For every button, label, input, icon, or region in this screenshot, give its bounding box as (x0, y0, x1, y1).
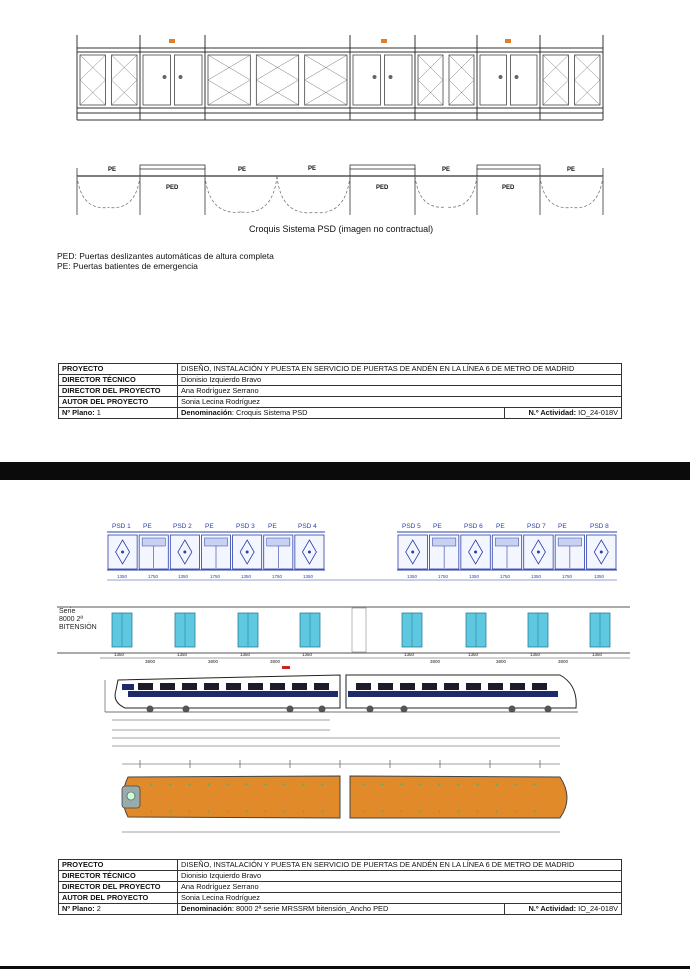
actividad-label: N.º Actividad: (528, 408, 577, 417)
psd-label-row (112, 523, 609, 530)
train-window (444, 683, 459, 690)
seat-mark: + (381, 809, 384, 815)
psd-dimension: 1750 (210, 574, 221, 579)
door-handle-icon (179, 75, 183, 79)
title-value: Ana Rodríguez Serrano (178, 386, 622, 397)
door-indicator-lamps (169, 39, 511, 43)
seat-mark: + (321, 782, 324, 788)
pe-swing-arc (205, 176, 241, 212)
seat-mark: + (264, 809, 267, 815)
title-row (59, 375, 622, 386)
door-lamp-icon (505, 39, 511, 43)
car-door-dimension: 1350 (302, 652, 313, 657)
psd-label: PE (268, 523, 277, 530)
psd-dimension: 1350 (241, 574, 252, 579)
psd-elevation (77, 35, 603, 120)
steering-icon (127, 792, 135, 800)
train-window (314, 683, 329, 690)
denominacion-cell (178, 408, 505, 419)
psd-door-mark (600, 551, 603, 554)
plan-label-pe-3: PE (308, 166, 317, 172)
legend (57, 252, 274, 271)
serie-line-3: BITENSIÓN (59, 624, 97, 631)
ped-slide-track (350, 165, 415, 169)
psd-label: PSD 5 (402, 523, 421, 530)
psd-door-mark (308, 551, 311, 554)
ped-slide-track (140, 165, 205, 169)
psd-dimension-row (107, 574, 617, 580)
train-window (270, 683, 285, 690)
psd-door-mark (537, 551, 540, 554)
train-window (466, 683, 481, 690)
seat-mark: + (169, 809, 172, 815)
pe-swing-arc (277, 176, 314, 213)
plan-label-pe-1: PE (108, 167, 117, 173)
car-door-dimension: 1350 (240, 652, 251, 657)
car-pitch-dimension: 3800 (496, 659, 507, 664)
psd-door-mark (246, 551, 249, 554)
seat-mark: + (283, 809, 286, 815)
train-window (400, 683, 415, 690)
title-row (59, 386, 622, 397)
seat-mark: + (476, 782, 479, 788)
glass-panel (305, 55, 347, 105)
title-value: Ana Rodríguez Serrano (178, 882, 622, 893)
train-window (182, 683, 197, 690)
psd-label: PE (496, 523, 505, 530)
psd-dimension: 1750 (562, 574, 573, 579)
serie-line-2: 8000 2ª (59, 616, 84, 623)
title-row (59, 871, 622, 882)
car-door-dimension: 1350 (404, 652, 415, 657)
pe-panel-header (495, 538, 518, 546)
denominacion-cell (178, 904, 505, 915)
train-window (532, 683, 547, 690)
psd-label: PSD 4 (298, 523, 317, 530)
glass-panel (543, 55, 569, 105)
title-row (59, 397, 622, 408)
plan-label-pe-4: PE (442, 167, 451, 173)
bogie-wheel (401, 706, 408, 713)
pe-swing-arc (540, 176, 572, 208)
denominacion-label: Denominación (181, 904, 232, 913)
seat-mark: + (283, 782, 286, 788)
title-key: DIRECTOR TÉCNICO (59, 871, 178, 882)
title-key: AUTOR DEL PROYECTO (59, 397, 178, 408)
seat-mark: + (495, 809, 498, 815)
seat-mark: + (362, 782, 365, 788)
seat-mark: + (438, 809, 441, 815)
pe-swing-arc (446, 176, 477, 207)
psd-label: PE (558, 523, 567, 530)
train-plan-view (122, 776, 567, 818)
door-handle-icon (163, 75, 167, 79)
seat-mark: + (419, 782, 422, 788)
title-value: DISEÑO, INSTALACIÓN Y PUESTA EN SERVICIO DE PUERTAS DE ANDÉN EN LA LÍNEA 6 DE METRO DE MADRID (178, 860, 622, 871)
ped-leaf-right (511, 55, 538, 105)
pe-panel-header (142, 538, 165, 546)
title-row (59, 904, 622, 915)
psd-label: PE (433, 523, 442, 530)
car-door-dimension: 1350 (177, 652, 188, 657)
actividad-value: IO_24-018V (578, 904, 618, 913)
seat-mark: + (533, 809, 536, 815)
legend-pe: PE: Puertas batientes de emergencia (57, 260, 198, 271)
title-block-2 (58, 859, 622, 915)
seat-mark: + (264, 782, 267, 788)
plano-value: 2 (96, 904, 101, 913)
glass-panel (256, 55, 298, 105)
plano-cell (59, 904, 178, 915)
plano-value: 1 (96, 408, 101, 417)
psd-label: PE (143, 523, 152, 530)
bogie-wheel (367, 706, 374, 713)
train-window (292, 683, 307, 690)
title-value: Sonia Lecina Rodríguez (178, 893, 622, 904)
psd-label: PSD 2 (173, 523, 192, 530)
title-key: DIRECTOR TÉCNICO (59, 375, 178, 386)
document-page-1 (0, 0, 690, 462)
car-pitch-dimension: 3800 (430, 659, 441, 664)
serie-label (59, 608, 97, 632)
door-handle-icon (389, 75, 393, 79)
glass-panel (208, 55, 250, 105)
psd-dimension: 1750 (438, 574, 449, 579)
seat-mark: + (457, 782, 460, 788)
seat-mark: + (207, 782, 210, 788)
title-value: Sonia Lecina Rodríguez (178, 397, 622, 408)
bogie-wheel (183, 706, 190, 713)
title-key: DIRECTOR DEL PROYECTO (59, 882, 178, 893)
glass-panel (418, 55, 443, 105)
actividad-label: N.º Actividad: (528, 904, 577, 913)
denominacion-value: : 8000 2ª serie MRSSRM bitensión_Ancho PED (231, 904, 389, 913)
title-key: PROYECTO (59, 860, 178, 871)
plano-label: Nº Plano: (62, 904, 95, 913)
seat-mark: + (150, 809, 153, 815)
bogie-wheel (545, 706, 552, 713)
ped-leaf-left (480, 55, 507, 105)
train-window (204, 683, 219, 690)
train-window (510, 683, 525, 690)
seat-mark: + (495, 782, 498, 788)
title-value: Dionisio Izquierdo Bravo (178, 871, 622, 882)
seat-mark: + (150, 782, 153, 788)
psd-door-mark (474, 551, 477, 554)
pe-swing-arc (572, 176, 604, 208)
plan-label-ped-3: PED (502, 185, 515, 191)
plano-cell (59, 408, 178, 419)
actividad-cell (505, 904, 622, 915)
pe-swing-arc (415, 176, 446, 207)
door-handle-icon (373, 75, 377, 79)
door-handle-icon (499, 75, 503, 79)
car-doors-row (112, 608, 610, 652)
title-row (59, 860, 622, 871)
train-window (488, 683, 503, 690)
ped-leaf-left (143, 55, 171, 105)
actividad-value: IO_24-018V (578, 408, 618, 417)
bogie-wheel (287, 706, 294, 713)
plano-label: Nº Plano: (62, 408, 95, 417)
title-key: DIRECTOR DEL PROYECTO (59, 386, 178, 397)
psd-dimension: 1750 (272, 574, 283, 579)
psd-label: PSD 8 (590, 523, 609, 530)
train-window (226, 683, 241, 690)
psd-label: PSD 6 (464, 523, 483, 530)
title-key: AUTOR DEL PROYECTO (59, 893, 178, 904)
bogie-wheel (319, 706, 326, 713)
train-side-view (105, 666, 578, 713)
seat-mark: + (419, 809, 422, 815)
car-pitch-dimension: 3800 (270, 659, 281, 664)
psd-dimension: 1750 (500, 574, 511, 579)
psd-label: PSD 7 (527, 523, 546, 530)
denominacion-value: : Croquis Sistema PSD (231, 408, 308, 417)
psd-units (107, 532, 617, 570)
seat-mark: + (245, 809, 248, 815)
seat-mark: + (226, 782, 229, 788)
seat-mark: + (302, 809, 305, 815)
door-lamp-icon (381, 39, 387, 43)
actividad-cell (505, 408, 622, 419)
glass-panel (112, 55, 138, 105)
pe-swing-arc (241, 176, 277, 212)
car-door-dimension: 1350 (114, 652, 125, 657)
title-row (59, 882, 622, 893)
title-row (59, 408, 622, 419)
seat-mark: + (400, 809, 403, 815)
glass-panel (80, 55, 106, 105)
plan-label-ped-2: PED (376, 185, 389, 191)
door-lamp-icon (169, 39, 175, 43)
door-handle-icon (515, 75, 519, 79)
serie-line-1: Serie (59, 608, 76, 615)
seat-mark: + (381, 782, 384, 788)
legend-ped: PED: Puertas deslizantes automáticas de altura completa (57, 251, 274, 261)
pe-panel-header (432, 538, 455, 546)
train-window (356, 683, 371, 690)
psd-dimension: 1350 (178, 574, 189, 579)
pe-swing-arc (314, 176, 351, 213)
pe-swing-arc (77, 176, 109, 208)
seat-mark: + (245, 782, 248, 788)
car-gangway (352, 608, 366, 652)
title-value: DISEÑO, INSTALACIÓN Y PUESTA EN SERVICIO DE PUERTAS DE ANDÉN EN LA LÍNEA 6 DE METRO DE MADRID (178, 364, 622, 375)
car-dimension-row (100, 652, 630, 664)
ped-slide-track (477, 165, 540, 169)
plan-label-pe-2: PE (238, 167, 247, 173)
pe-panel-header (267, 538, 290, 546)
train-window (138, 683, 153, 690)
train-window (248, 683, 263, 690)
psd-door-mark (183, 551, 186, 554)
plan-label-pe-5: PE (567, 167, 576, 173)
seat-mark: + (226, 809, 229, 815)
seat-mark: + (533, 782, 536, 788)
seat-mark: + (476, 809, 479, 815)
pe-swing-arc (109, 176, 141, 208)
seat-mark: + (438, 782, 441, 788)
car-door-dimension: 1350 (530, 652, 541, 657)
pe-panel-header (558, 538, 581, 546)
document-page-2 (0, 480, 690, 966)
psd-label: PSD 3 (236, 523, 255, 530)
bogie-wheel (509, 706, 516, 713)
title-block-1 (58, 363, 622, 419)
car-door-dimension: 1350 (592, 652, 603, 657)
psd-plan-view (77, 165, 603, 215)
ped-leaf-right (175, 55, 203, 105)
pe-panel-header (204, 538, 227, 546)
glass-panel (449, 55, 474, 105)
title-row (59, 364, 622, 375)
sketch-caption: Croquis Sistema PSD (imagen no contractual) (249, 224, 434, 234)
title-value: Dionisio Izquierdo Bravo (178, 375, 622, 386)
seat-mark: + (188, 782, 191, 788)
seat-mark: + (362, 809, 365, 815)
psd-dimension: 1350 (469, 574, 480, 579)
title-row (59, 893, 622, 904)
psd-dimension: 1350 (117, 574, 128, 579)
car-pitch-dimension: 3800 (558, 659, 569, 664)
seat-mark: + (514, 809, 517, 815)
psd-door-mark (121, 551, 124, 554)
psd-dimension: 1350 (303, 574, 314, 579)
seat-mark: + (207, 809, 210, 815)
psd-door-mark (411, 551, 414, 554)
seat-mark: + (321, 809, 324, 815)
seat-mark: + (400, 782, 403, 788)
train-window (422, 683, 437, 690)
ped-leaf-right (385, 55, 413, 105)
denominacion-label: Denominación (181, 408, 232, 417)
bogie-wheel (147, 706, 154, 713)
train-window (160, 683, 175, 690)
glass-panel (575, 55, 601, 105)
seat-mark: + (457, 809, 460, 815)
title-key: PROYECTO (59, 364, 178, 375)
psd-label: PSD 1 (112, 523, 131, 530)
seat-mark: + (514, 782, 517, 788)
psd-dimension: 1350 (531, 574, 542, 579)
train-window (378, 683, 393, 690)
psd-dimension: 1350 (407, 574, 418, 579)
train-dimension-lines (112, 720, 560, 746)
psd-label: PE (205, 523, 214, 530)
seat-mark: + (302, 782, 305, 788)
ped-leaf-left (353, 55, 381, 105)
seat-mark: + (188, 809, 191, 815)
psd-dimension: 1750 (148, 574, 159, 579)
car-pitch-dimension: 3800 (208, 659, 219, 664)
seat-mark: + (169, 782, 172, 788)
psd-dimension: 1350 (594, 574, 605, 579)
plan-label-ped-1: PED (166, 185, 179, 191)
car-pitch-dimension: 3800 (145, 659, 156, 664)
car-door-dimension: 1350 (468, 652, 479, 657)
